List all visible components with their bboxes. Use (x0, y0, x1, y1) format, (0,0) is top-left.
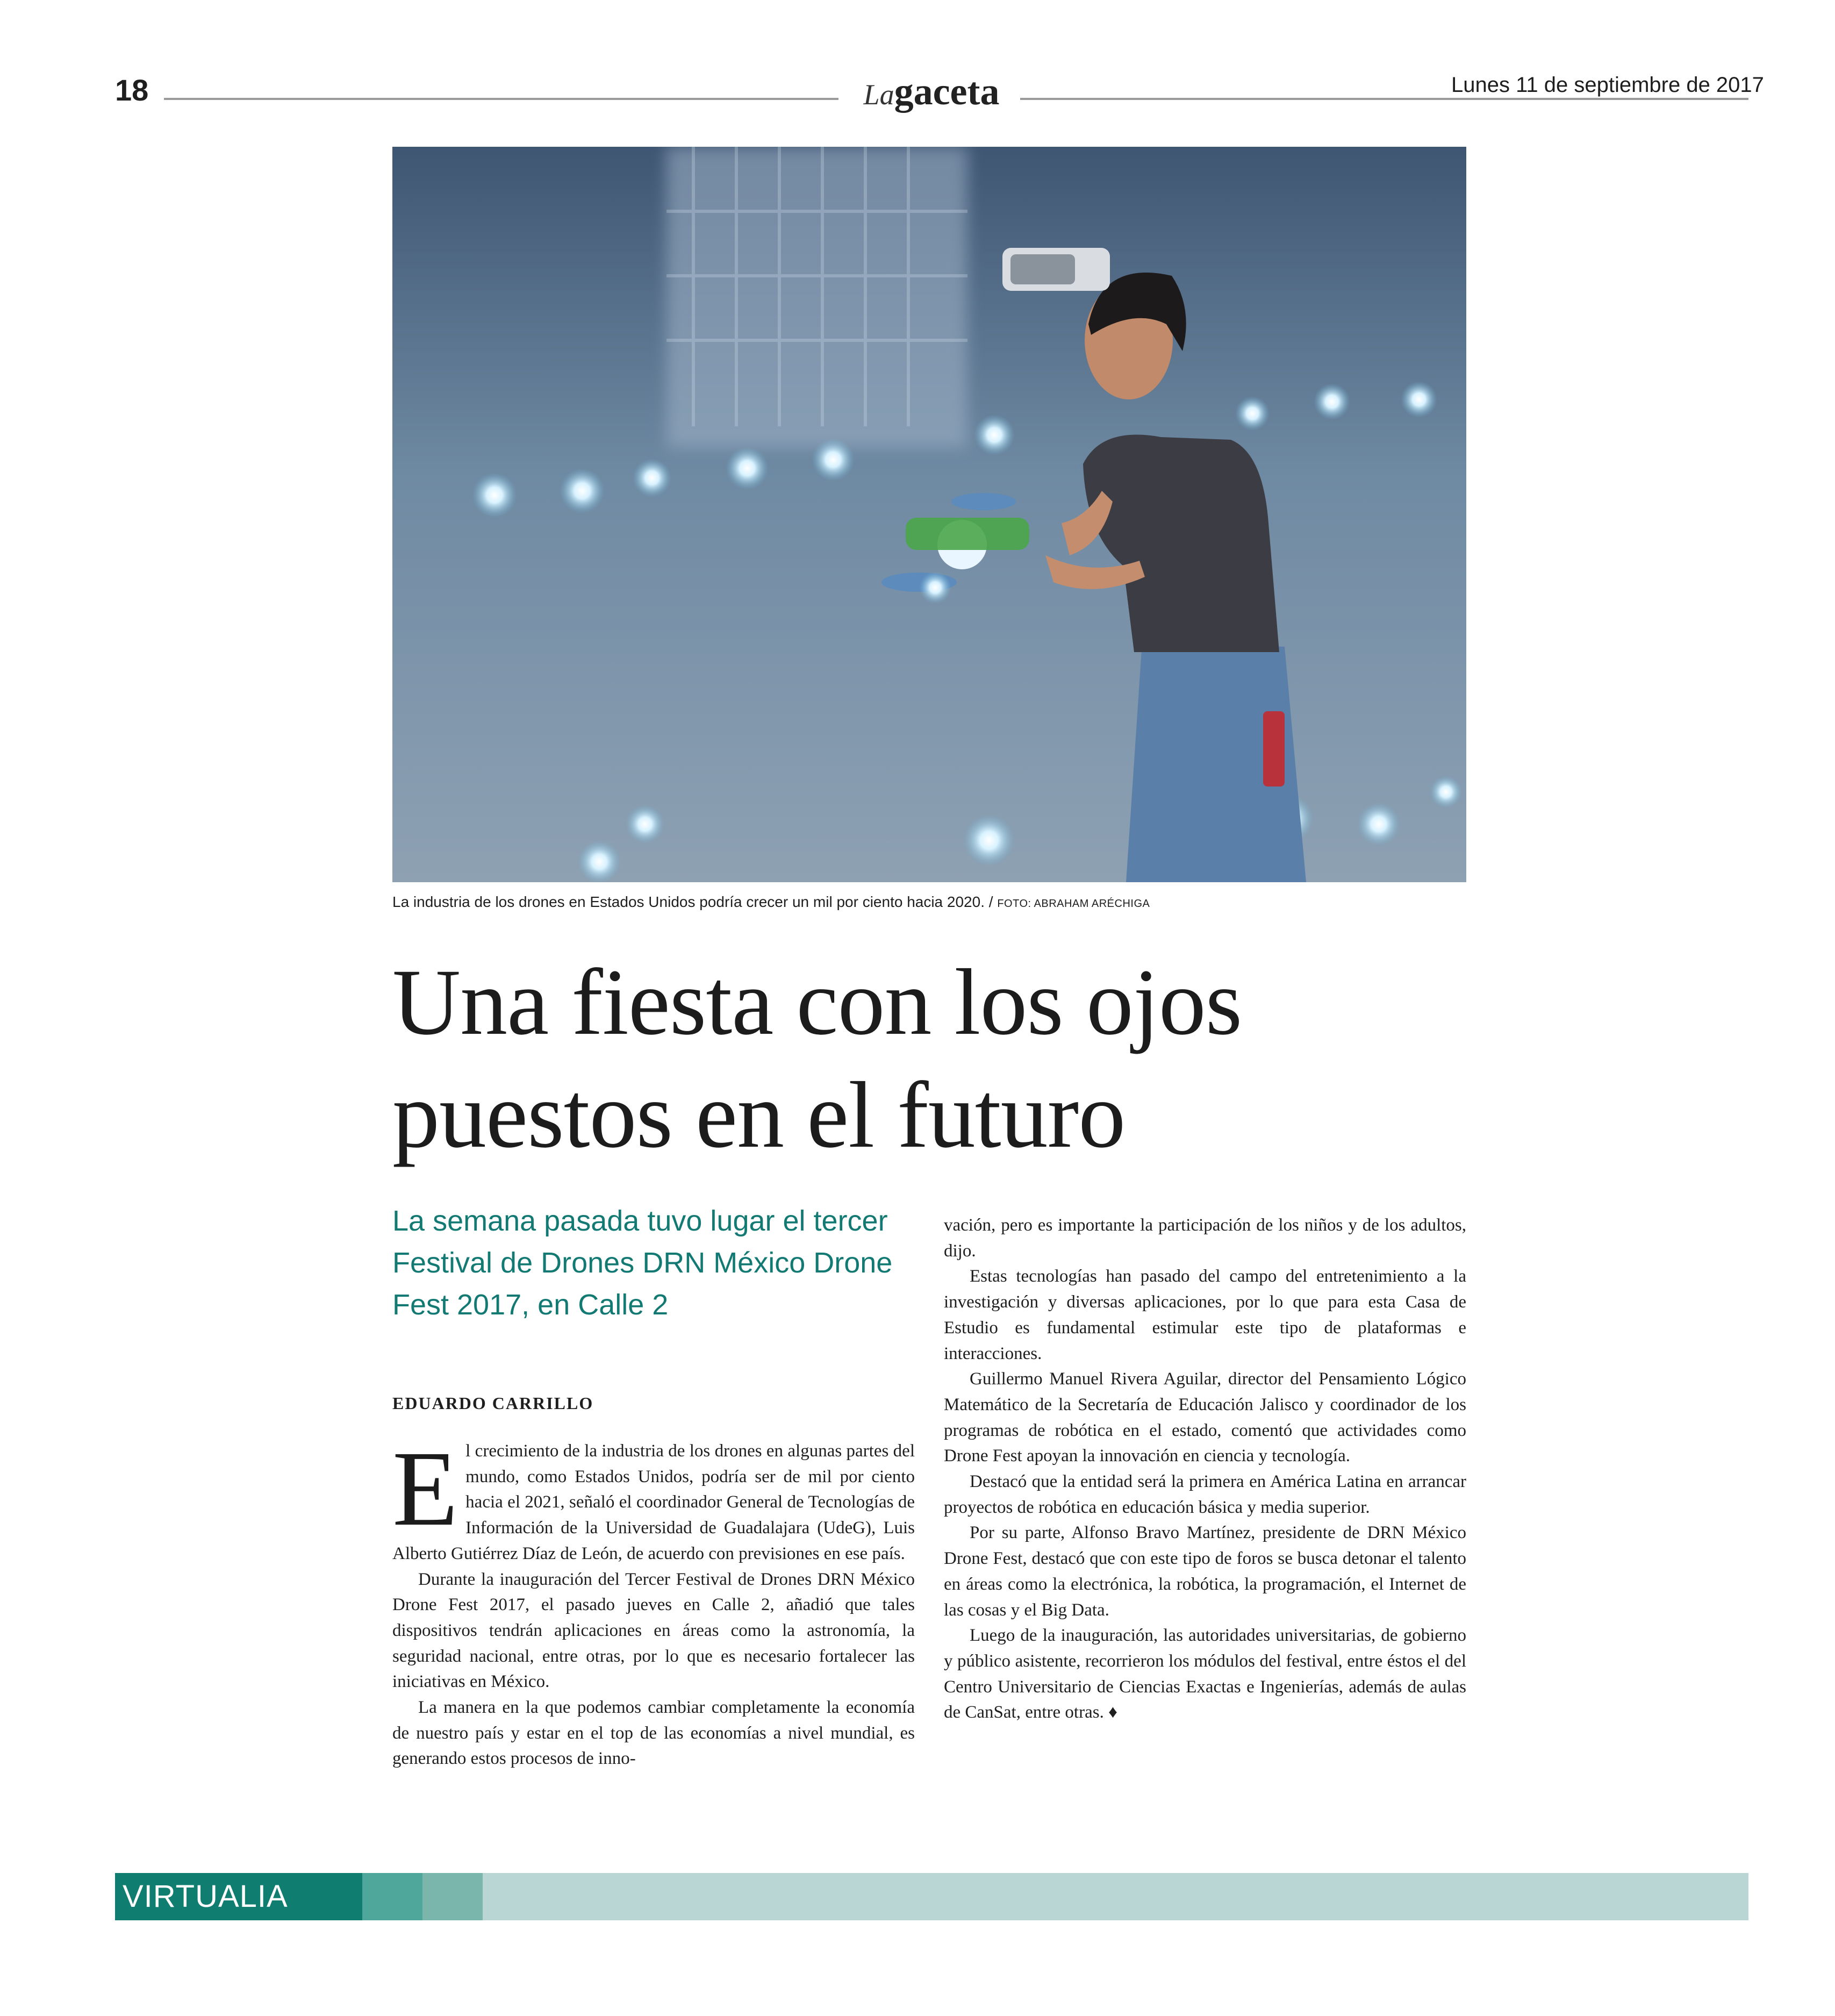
body-paragraph: Luego de la inauguración, las autoridades universitarias, de gobierno y público asistente, recorrieron los módulos del festival, entre éstos el del Centro Universitario de Ciencias Exactas e Ingenierías, además de aulas de CanSat, entre otras. ♦ (944, 1626, 1466, 1722)
headline-line-2: puestos en el futuro (392, 1063, 1126, 1168)
article-subhead: La semana pasada tuvo lugar el tercer Festival de Drones DRN México Drone Fest 2017, en Calle 2 (392, 1205, 893, 1321)
photo-caption-text: La industria de los drones en Estados Unidos podría crecer un mil por ciento hacia 2020. / (392, 893, 993, 910)
drop-cap: E (392, 1429, 458, 1548)
body-column-right (944, 1213, 1466, 1726)
article-photo (392, 147, 1466, 882)
body-paragraph (392, 1429, 915, 1567)
page-number: 18 (115, 73, 149, 107)
photo-credit: FOTO: ABRAHAM ARÉCHIGA (997, 898, 1150, 910)
headline-line-1: Una fiesta con los ojos (392, 950, 1242, 1055)
article-headline (392, 946, 1521, 1172)
section-bar-segment (483, 1873, 1748, 1920)
body-paragraph: Por su parte, Alfonso Bravo Martínez, presidente de DRN México Drone Fest, destacó que con este tipo de foros se busca detonar el talento en áreas como la electrónica, la robótica, la programación, el Internet de las cosas y el Big Data. (944, 1523, 1466, 1620)
photo-caption (392, 891, 1466, 914)
body-paragraph: Durante la inauguración del Tercer Festival de Drones DRN México Drone Fest 2017, el pasado jueves en Calle 2, añadió que tales dispositivos tendrán aplicaciones en áreas como la astronomía, la seguridad nacional, entre otras, por lo que es necesario fortalecer las iniciativas en México. (392, 1569, 915, 1692)
masthead-name: gaceta (894, 70, 1000, 113)
section-footer-bar (115, 1873, 1748, 1920)
header-rule-left (164, 98, 838, 100)
section-bar-segment (362, 1873, 422, 1920)
body-paragraph: vación, pero es importante la participación de los niños y de los adultos, dijo. (944, 1216, 1466, 1261)
body-paragraph: La manera en la que podemos cambiar completamente la economía de nuestro país y estar en el top de las economías a nivel mundial, es generando estos procesos de inno- (392, 1698, 915, 1769)
section-label: VIRTUALIA (123, 1879, 288, 1914)
issue-date: Lunes 11 de septiembre de 2017 (1451, 73, 1764, 97)
body-paragraph: Estas tecnologías han pasado del campo del entretenimiento a la investigación y diversas aplicaciones, por lo que para esta Casa de Estudio es fundamental estimular este tipo de plataformas e interacciones. (944, 1267, 1466, 1363)
masthead-prefix: La (863, 78, 894, 111)
body-paragraph: Destacó que la entidad será la primera en América Latina en arrancar proyectos de robótica en educación básica y media superior. (944, 1472, 1466, 1517)
article-byline: EDUARDO CARRILLO (392, 1393, 594, 1413)
drone-pilot-photo (392, 147, 1466, 882)
body-paragraph-text: l crecimiento de la industria de los drones en algunas partes del mundo, como Estados Unidos, podría ser de mil por ciento hacia el 2021, señaló el coordinador General de Tecnologías de Información de la Universidad de Guadalajara (UdeG), Luis Alberto Gutiérrez Díaz de León, de acuerdo con previsiones en ese país. (392, 1441, 915, 1563)
masthead-logo (848, 65, 1015, 129)
section-bar-segment (422, 1873, 483, 1920)
body-column-left (392, 1429, 915, 1772)
body-paragraph: Guillermo Manuel Rivera Aguilar, director del Pensamiento Lógico Matemático de la Secretaría de Educación Jalisco y coordinador de los programas de robótica en el estado, comentó que actividades como Drone Fest apoyan la innovación en ciencia y tecnología. (944, 1369, 1466, 1466)
